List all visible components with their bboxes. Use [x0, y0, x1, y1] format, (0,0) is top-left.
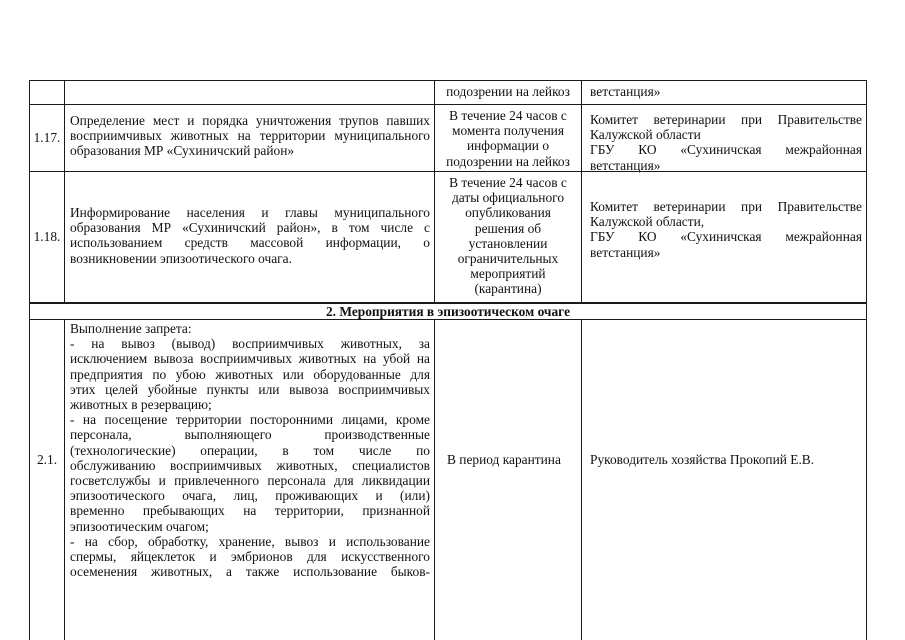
text-line: момента получения [451, 123, 565, 139]
text-line: Комитет ветеринарии при Правительстве [590, 112, 862, 127]
section-heading [30, 304, 866, 319]
text-line: информации о [466, 138, 550, 154]
text-line: обслуживанию восприимчивых животных, специалистов [70, 457, 430, 473]
text-line: В течение 24 часов с [449, 175, 567, 190]
text-line: этих целей убойные пункты или вывоза восприимчивых [70, 381, 430, 397]
text-line: Калужской области [590, 127, 701, 143]
column-divider [64, 80, 65, 303]
text-line: животных в резервацию; [70, 397, 212, 413]
text-line: госветслужбы и привлеченного персонала для ликвидации [70, 473, 430, 489]
row-number-text: 1.18. [33, 229, 61, 244]
text-line: ветстанция» [590, 157, 661, 173]
text-line: Комитет ветеринарии при Правительстве [590, 199, 862, 214]
activity-cell [70, 205, 430, 266]
text-line: предприятия по убою животных или оборудованные для [70, 366, 430, 382]
text-line: возникновении эпизоотического очага. [70, 250, 292, 266]
row-number [29, 229, 65, 244]
text-line: Выполнение запрета: [70, 321, 192, 336]
text-line: опубликования [465, 205, 551, 221]
text-line: исключением вывоза восприимчивых животных на убой на [70, 351, 430, 367]
text-line: (карантина) [474, 281, 542, 297]
section-heading-text: 2. Мероприятия в эпизоотическом очаге [325, 304, 571, 319]
responsible-cell [590, 84, 862, 99]
text-line: ветстанция» [590, 84, 661, 99]
activity-cell [70, 321, 430, 579]
deadline-cell [436, 84, 580, 99]
text-line: восприимчивых животных на территории муниципального [70, 128, 430, 144]
row-number-text: 1.17. [33, 130, 61, 145]
column-divider [434, 80, 435, 303]
responsible-cell [590, 199, 862, 260]
deadline-text: В период карантина [447, 452, 561, 467]
text-line: мероприятий [470, 266, 546, 282]
table-right-border [866, 80, 867, 640]
text-line: (технологические) операции, в том числе по [70, 442, 430, 458]
row-number [29, 130, 65, 145]
text-line: эпизоотического очага, лиц, проживающих и (или) [70, 488, 430, 504]
activity-cell [70, 113, 430, 159]
deadline-cell [436, 108, 580, 169]
responsible-cell [590, 112, 862, 173]
text-line: персонала, выполняющего производственные [70, 427, 430, 443]
responsible-cell [590, 452, 862, 467]
text-line: - на сбор, обработку, хранение, вывоз и использование [70, 533, 430, 549]
text-line: использованием средств массовой информации, о [70, 235, 430, 251]
text-line: даты официального [451, 190, 565, 206]
text-line: образования МР «Сухиничский район» [70, 143, 295, 159]
text-line: Калужской области, [590, 214, 705, 230]
text-line: - на вывоз (вывод) восприимчивых животных, за [70, 336, 430, 352]
text-line: эпизоотическим очагом; [70, 518, 209, 534]
text-line: осеменения животных, а также использование быков- [70, 564, 430, 580]
deadline-cell [447, 452, 581, 467]
text-line: образования МР «Сухиничский район», в том числе с [70, 220, 430, 236]
text-line: ГБУ КО «Сухиничская межрайонная [590, 229, 862, 245]
column-divider [581, 320, 582, 640]
table-top-border [29, 80, 867, 81]
text-line: ограничительных [457, 251, 559, 267]
text-line: В течение 24 часов с [449, 108, 567, 123]
row-number-text: 2.1. [36, 452, 58, 467]
text-line: установлении [468, 235, 548, 251]
column-divider [64, 320, 65, 640]
table-left-border [29, 80, 30, 640]
text-line: решения об [474, 220, 542, 236]
text-line: Определение мест и порядка уничтожения трупов павших [70, 113, 430, 128]
row-number [29, 452, 65, 467]
text-line: временно пребывающих на территории, признанной [70, 503, 430, 519]
text-line: ГБУ КО «Сухиничская межрайонная [590, 142, 862, 158]
row-divider [29, 104, 867, 105]
column-divider [581, 80, 582, 303]
text-line: спермы, яйцеклеток и эмбрионов для искусственного [70, 549, 430, 565]
responsible-text: Руководитель хозяйства Прокопий Е.В. [590, 452, 815, 467]
text-line: Информирование населения и главы муниципального [70, 205, 430, 220]
column-divider [434, 320, 435, 640]
text-line: ветстанция» [590, 244, 661, 260]
deadline-cell [436, 175, 580, 297]
text-line: подозрении на лейкоз [446, 153, 570, 169]
text-line: подозрении на лейкоз [446, 84, 570, 99]
text-line: - на посещение территории посторонними лицами, кроме [70, 412, 430, 428]
